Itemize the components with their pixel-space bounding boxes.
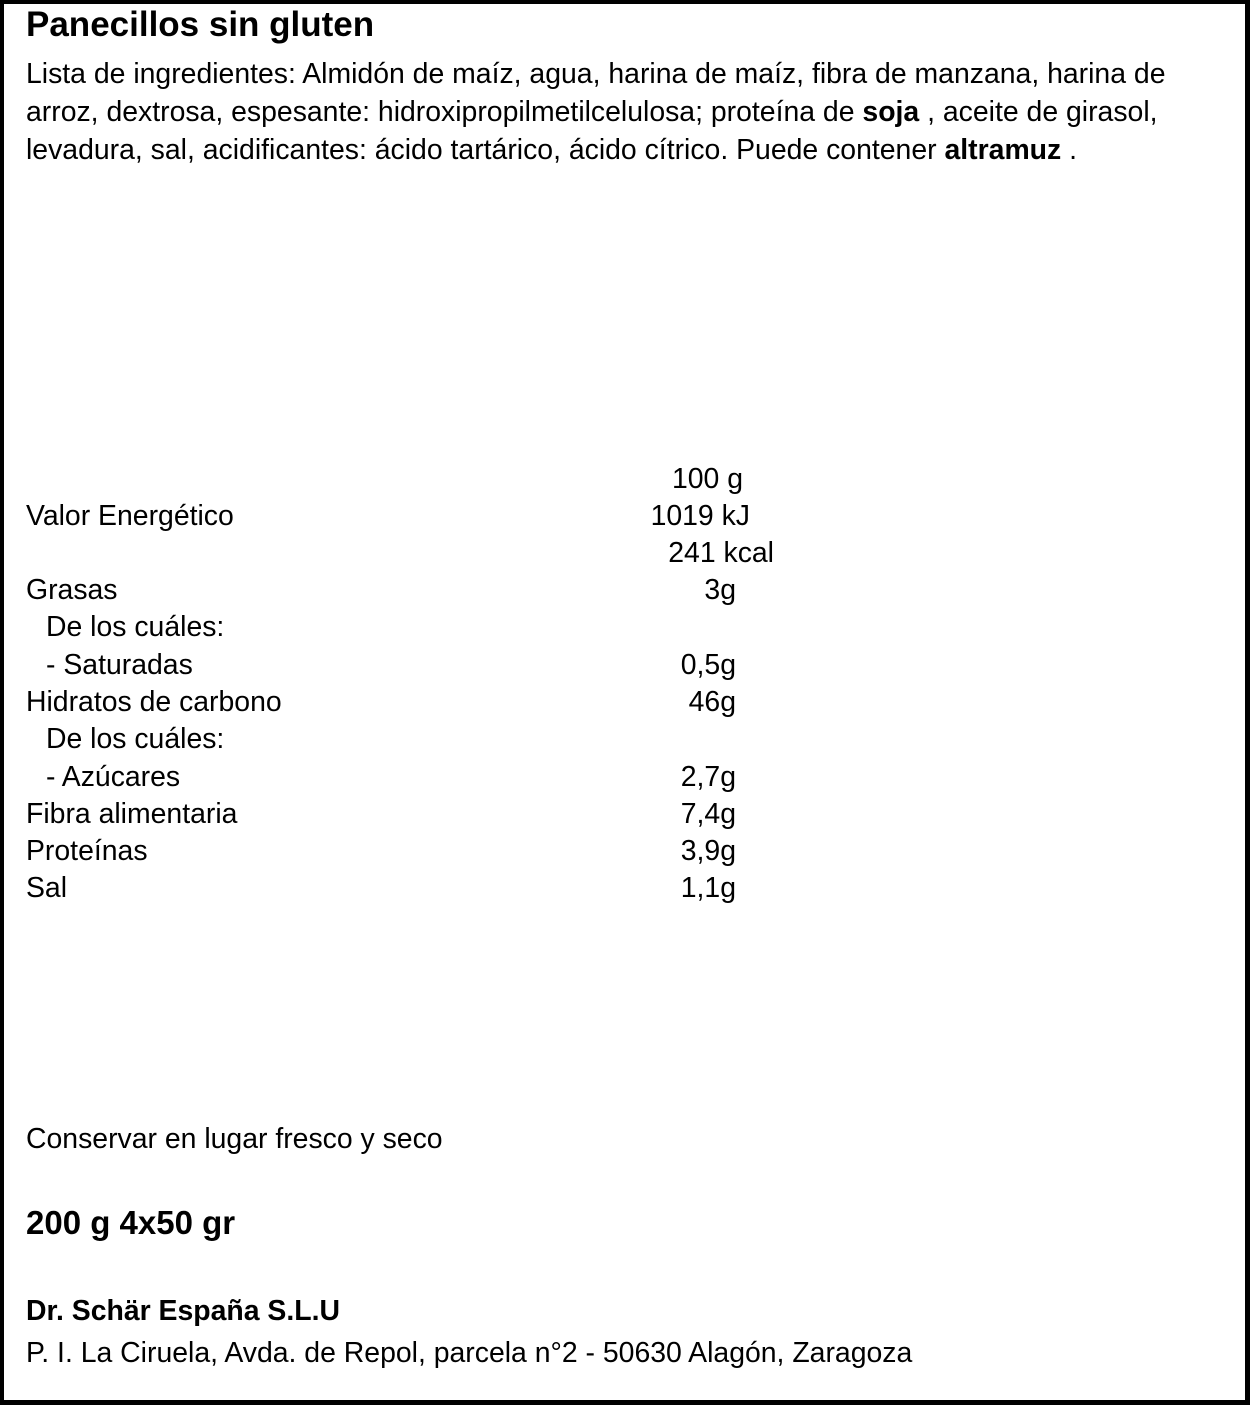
nutrition-value: 7,4g [680, 798, 736, 830]
nutrition-label: De los cuáles: [46, 611, 225, 643]
nutrition-label: Hidratos de carbono [26, 686, 282, 718]
nutrition-label: - Azúcares [46, 761, 181, 793]
nutrition-value: 46g [688, 686, 736, 718]
nutrition-row-energy [0, 498, 1250, 535]
nutrition-label: Fibra alimentaria [26, 798, 238, 830]
ingredients-text-1: Lista de ingredientes: Almidón de maíz, agua, harina de maíz, fibra de manzana, harina de arroz, dextrosa, espesante: hidroxipropilmetilcelulosa; proteína de [26, 58, 1166, 128]
nutrition-row [0, 870, 1250, 907]
nutrition-value: 2,7g [680, 761, 736, 793]
nutrition-label: - Saturadas [46, 649, 193, 681]
product-title: Panecillos sin gluten [26, 5, 375, 44]
nutrition-label: De los cuáles: [46, 723, 225, 755]
nutrition-row-energy-kcal [0, 535, 1250, 572]
allergen-altramuz: altramuz [944, 134, 1062, 166]
nutrition-value: 1,1g [680, 872, 736, 904]
nutrition-row [0, 684, 1250, 721]
nutrition-header-row [0, 461, 1250, 498]
nutrition-label: Sal [26, 872, 68, 904]
nutrition-value: 3,9g [680, 835, 736, 867]
nutrition-row [0, 759, 1250, 796]
ingredients-text-2: , aceite de girasol, levadura, sal, acidificantes: ácido tartárico, ácido cítrico. Puede contener [26, 96, 1158, 166]
nutrition-label: Grasas [26, 574, 118, 606]
nutrition-value-kcal: 241 kcal [668, 537, 774, 569]
nutrition-value: 3g [704, 574, 736, 606]
nutrition-row [0, 572, 1250, 609]
nutrition-value-kj: 1019 kJ [650, 500, 750, 532]
nutrition-row [0, 833, 1250, 870]
manufacturer-name: Dr. Schär España S.L.U [26, 1295, 340, 1327]
nutrition-value: 0,5g [680, 649, 736, 681]
net-weight: 200 g 4x50 gr [26, 1204, 236, 1241]
allergen-soja: soja [862, 96, 920, 128]
nutrition-header: 100 g [671, 463, 743, 495]
manufacturer-address: P. I. La Ciruela, Avda. de Repol, parcela n°2 - 50630 Alagón, Zaragoza [26, 1337, 913, 1369]
nutrition-row [0, 796, 1250, 833]
nutrition-row [0, 647, 1250, 684]
nutrition-row [0, 609, 1250, 646]
nutrition-row [0, 721, 1250, 758]
ingredients-list [26, 55, 1221, 169]
storage-instructions: Conservar en lugar fresco y seco [26, 1123, 443, 1155]
ingredients-text-3: . [1061, 134, 1078, 166]
nutrition-label: Proteínas [26, 835, 148, 867]
nutrition-label: Valor Energético [26, 500, 234, 532]
